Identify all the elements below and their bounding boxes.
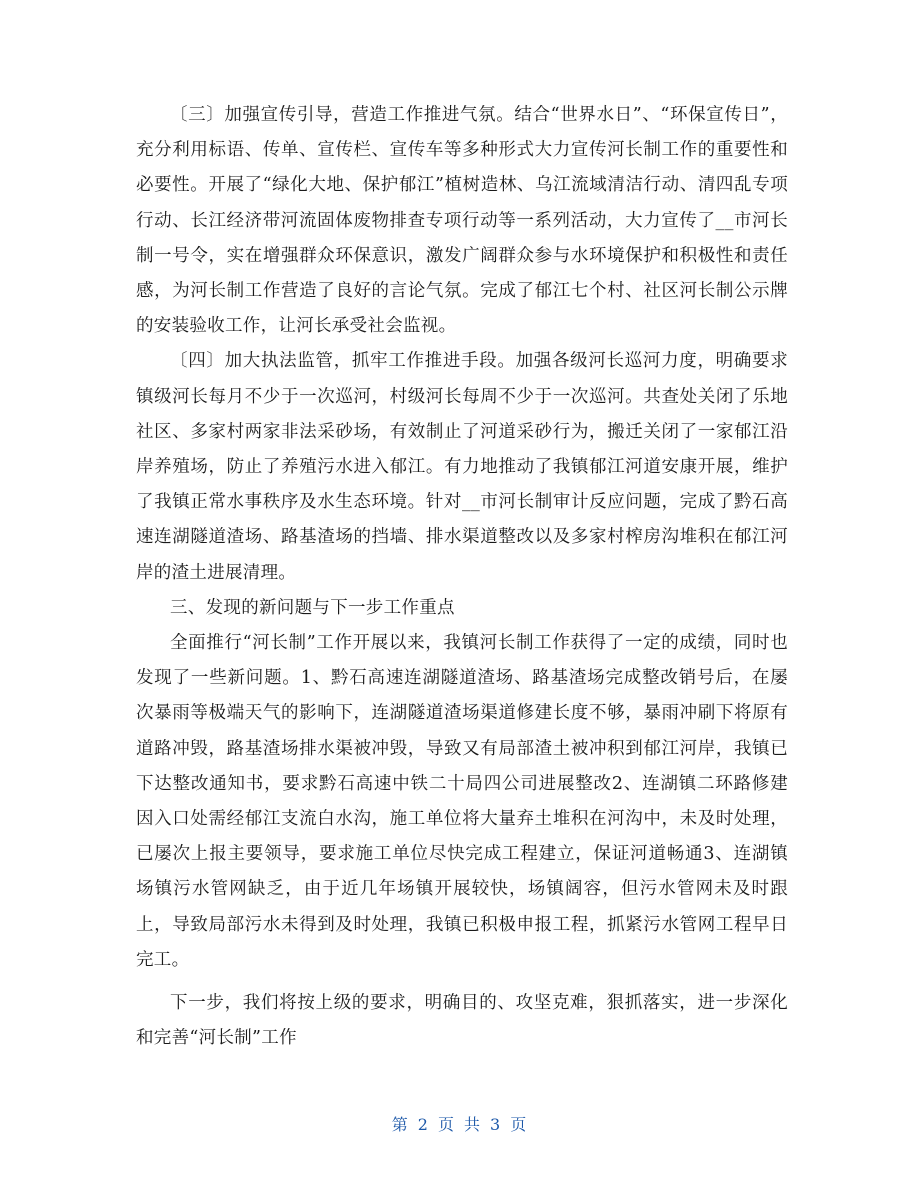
paragraph-enforcement: 〔四〕加大执法监管，抓牢工作推进手段。加强各级河长巡河力度，明确要求镇级河长每月不少于一次巡河，村级河长每周不少于一次巡河。共查处关闭了乐地社区、多家村两家非法采砂场，有效制止了河道采砂行为，搬迁关闭了一家郁江沿岸养殖场，防止了养殖污水进入郁江。有力地推动了我镇郁江河道安康开展，维护了我镇正常水事秩序及水生态环境。针对__市河长制审计反应问题，完成了黔石高速连湖隧道渣场、路基渣场的挡墙、排水渠道整改以及多家村榨房沟堆积在郁江河岸的渣土进展清理。 bbox=[136, 351, 788, 583]
footer-current-page: 2 bbox=[417, 1115, 430, 1134]
section-heading-new-problems: 三、发现的新问题与下一步工作重点 bbox=[170, 597, 455, 618]
paragraph-next-steps: 下一步，我们将按上级的要求，明确目的、攻坚克难，狠抓落实，进一步深化和完善“河长制”工作 bbox=[136, 993, 788, 1049]
paragraph-new-problems: 全面推行“河长制”工作开展以来，我镇河长制工作获得了一定的成绩，同时也发现了一些新问题。1、黔石高速连湖隧道渣场、路基渣场完成整改销号后，在屡次暴雨等极端天气的影响下，连湖隧道渣场渠道修建长度不够，暴雨冲刷下将原有道路冲毁，路基渣场排水渠被冲毁，导致又有局部渣土被冲积到郁江河岸，我镇已下达整改通知书，要求黔石高速中铁二十局四公司进展整改2、连湖镇二环路修建因入口处需经郁江支流白水沟，施工单位将大量弃土堆积在河沟中，未及时处理，已屡次上报主要领导，要求施工单位尽快完成工程建立，保证河道畅通3、连湖镇场镇污水管网缺乏，由于近几年场镇开展较快，场镇阔容，但污水管网未及时跟上，导致局部污水未得到及时处理，我镇已积极申报工程，抓紧污水管网工程早日完工。 bbox=[136, 633, 788, 970]
footer-page-word: 页 bbox=[437, 1115, 456, 1134]
paragraph-publicity: 〔三〕加强宣传引导，营造工作推进气氛。结合“世界水日”、“环保宣传日”，充分利用标语、传单、宣传栏、宣传车等多种形式大力宣传河长制工作的重要性和必要性。开展了“绿化大地、保护郁江”植树造林、乌江流域清洁行动、清四乱专项行动、长江经济带河流固体废物排查专项行动等一系列活动，大力宣传了__市河长制一号令，实在增强群众环保意识，激发广阔群众参与水环境保护和积极性和责任感，为河长制工作营造了良好的言论气氛。完成了郁江七个村、社区河长制公示牌的安装验收工作，让河长承受社会监视。 bbox=[136, 105, 788, 337]
footer-prefix: 第 bbox=[391, 1115, 410, 1134]
page-footer bbox=[0, 1112, 920, 1135]
footer-suffix: 页 bbox=[510, 1115, 529, 1134]
footer-total-pages: 3 bbox=[490, 1115, 503, 1134]
document-body bbox=[136, 98, 788, 1056]
footer-total-word: 共 bbox=[464, 1115, 483, 1134]
